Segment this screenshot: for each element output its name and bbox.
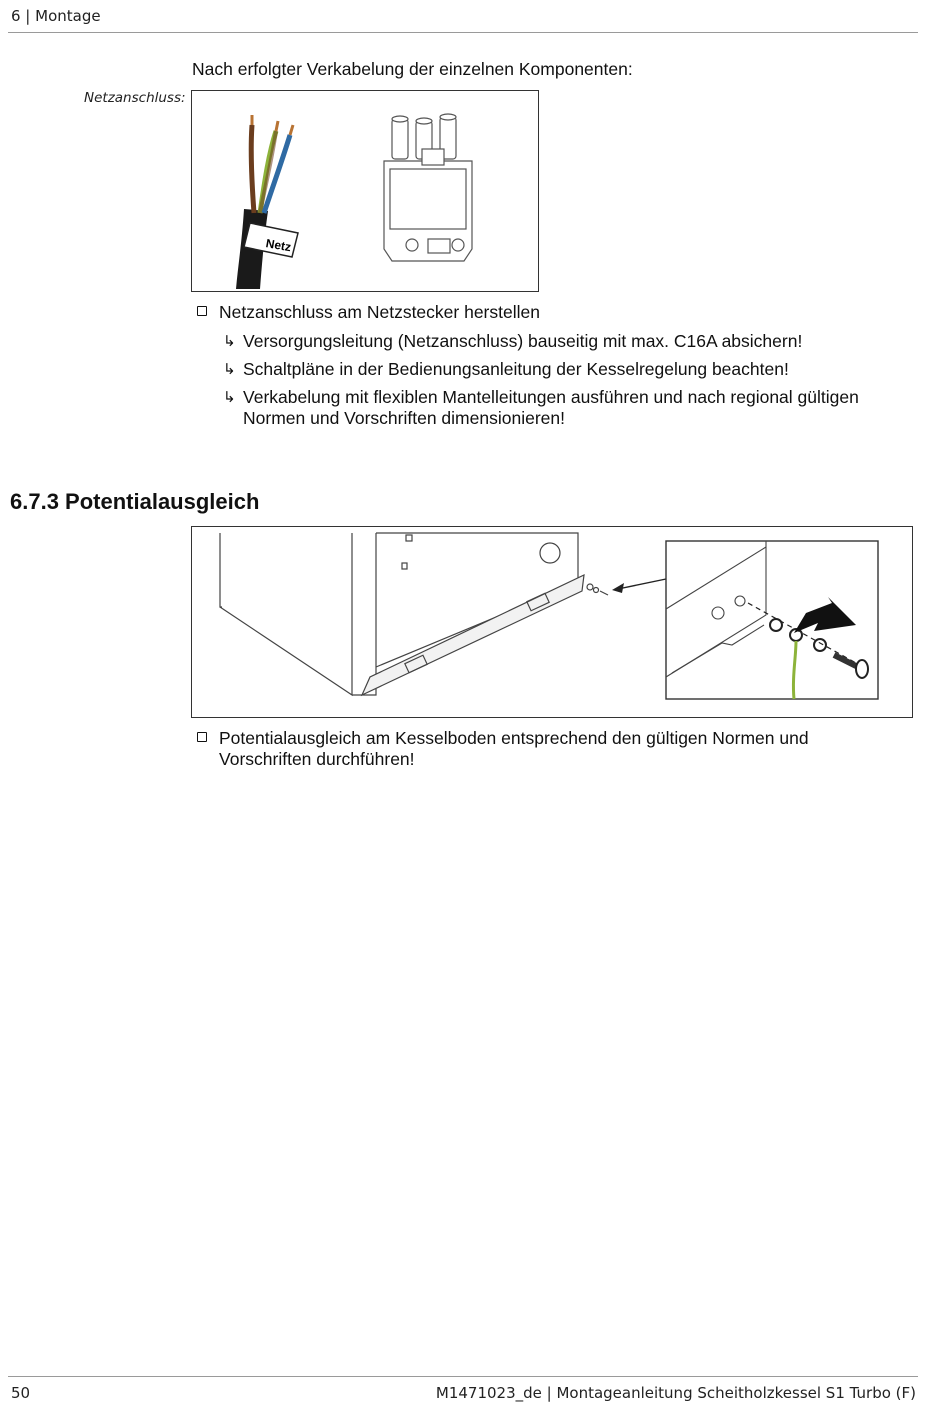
task-netzanschluss [197, 302, 897, 324]
result-text: Schaltpläne in der Bedienungsanleitung der Kesselregelung beachten! [243, 359, 789, 379]
header-divider [8, 32, 918, 33]
equipotential-bonding-figure [191, 526, 913, 718]
footer-divider [8, 1376, 918, 1377]
result-arrow-icon: ↳ [223, 388, 236, 406]
result-item [223, 387, 923, 431]
plug-icon [384, 114, 472, 261]
result-item [223, 359, 923, 381]
task-text: Potentialausgleich am Kesselboden entsprechend den gültigen Normen und Vorschriften durchführen! [219, 728, 809, 769]
netz-tag-label: Netz [264, 236, 293, 255]
result-text: Versorgungsleitung (Netzanschluss) bauseitig mit max. C16A absichern! [243, 331, 803, 351]
detail-inset [666, 541, 878, 699]
boiler-base-illustration [192, 527, 912, 717]
document-title: M1471023_de | Montageanleitung Scheitholzkessel S1 Turbo (F) [435, 1384, 916, 1402]
intro-text: Nach erfolgter Verkabelung der einzelnen Komponenten: [192, 59, 633, 79]
page-number: 50 [11, 1384, 31, 1402]
side-label: Netzanschluss: [84, 90, 186, 106]
result-arrow-icon: ↳ [223, 332, 236, 350]
result-item [223, 331, 923, 353]
task-checkbox-icon [197, 306, 207, 316]
task-text: Netzanschluss am Netzstecker herstellen [219, 302, 540, 322]
task-checkbox-icon [197, 732, 207, 742]
result-arrow-icon: ↳ [223, 360, 236, 378]
cable-plug-illustration [192, 91, 538, 291]
page-header: 6 | Montage [11, 7, 101, 25]
mains-connection-figure [191, 90, 539, 292]
section-heading: 6.7.3 Potentialausgleich [10, 489, 260, 514]
task-potentialausgleich [197, 728, 897, 772]
result-text: Verkabelung mit flexiblen Mantelleitungen ausführen und nach regional gültigen Normen und Vorschriften dimensionieren! [243, 387, 859, 428]
